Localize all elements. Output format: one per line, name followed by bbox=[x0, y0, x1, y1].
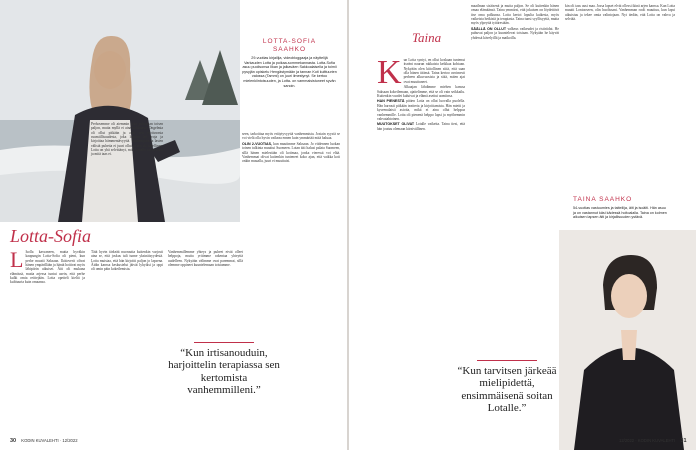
bio-taina bbox=[573, 196, 669, 220]
right-col-1-text: un Lotta syntyi, en ollut koskaan tuntenut itseäni naurun rakkaista keikkaa kohtaan. Nykyään olen kiitollinen siitä, että saan olla hänen äitinsä. Taina kertoo avoimesti perheen alkuvuosista ja siitä, miten ajat ovat muuttuneet. bbox=[403, 58, 465, 84]
right-col-2-text: maailman sisäisenä ja mutta paljon. Se oli kuitenkin hänen omaa elämäänsä. Taina ymmärsi, että jokaisen on löydettävä itse oma polkunsa. Lotta kertoi lopulta kaikesta, myös vaikeista hetkistä ja terapiasta. Taina tunsi syyllisyyttä, mutta myös ylpeyttä tyttärestään. bbox=[471, 4, 560, 26]
bio-taina-text: 54-vuotias vastuumies ja taiteilija, äiti ja isoäiti. Hän asuu ja on vastannut käsi kädessä hoitoalalla. Taina on kolmen aikuisen lapsen äiti ja kirjallisuuden ystävä. bbox=[573, 206, 667, 220]
right-col-3-text: kin oli taas uusi maa. Jossa lapset elvät ollessi ikinä arjen kanssa. Kun Lotta muutti Lontooseen, olin huolissani. Vanhemman rooli muuttuu, kun lapsi aikuistuu ja tekee omia valintojaan. Nyt tiedän, että Lotta on vahva ja selviää. bbox=[565, 4, 675, 22]
footer-right-text: 12/2022 · KODIN KUVALEHTI bbox=[619, 438, 676, 443]
bio-taina-name: TAINA SAAHKO bbox=[573, 196, 633, 203]
left-col-3 bbox=[168, 250, 243, 269]
right-col-2 bbox=[471, 4, 559, 41]
page-number-left: 30 bbox=[10, 438, 17, 444]
dropcap-right: K bbox=[377, 54, 402, 91]
bio-lotta-name: LOTTA-SOFIA SAAHKO bbox=[262, 38, 317, 53]
bio-lotta-sofia bbox=[242, 38, 337, 88]
right-col-1-bottom: pitäen Lotta on ollut luovalla puolella. Hän harrasti pitkään teatteria ja kirjoittamista. Hän mietti ja kyseenalaisti asioita, mikä ei aina ollut helppoa vanhemmille. Lotta oli pienenä helppo lapsi ja myöhemmin vahvatahtoinen. bbox=[377, 99, 466, 121]
pullquote-left: “Kun irtisanouduin, harjoittelin terapiassa sen kertomista vanhemmilleni.” bbox=[168, 342, 280, 397]
subheading-olin: OLIN 2-VUOTIAS, bbox=[242, 141, 273, 146]
portrait-art bbox=[559, 230, 696, 450]
footer-left bbox=[10, 438, 78, 444]
left-col-right-mid-text: kun muutimme Saksaan. Jo viidennen luokan toinen tulkinta muuttui Suomeen. Lotan äiti halusi palata Suomeen, sillä hänen mielestään oli kotimaa, jonka vieressä voi elää. Vanhemmat olivat kuitenkin tunteneet koko ajan, että vaikka koti onkin muualla, juuri ei muuttuisi. bbox=[242, 141, 340, 164]
page-number-right: 31 bbox=[680, 438, 687, 444]
right-col-2-bottom: valkeus vaikeudet ja ristiriidat. He puhuvat paljon ja kuuntelevat toisiaan. Nykyään he käyvät yhdessä kävelyillä ja matkoilla. bbox=[471, 26, 559, 40]
pullquote-right: “Kun tarvitsen järkeää mielipidettä, ensimmäisenä soitan Lotalle.” bbox=[457, 360, 557, 415]
left-col-1 bbox=[10, 247, 85, 286]
subheading-saalla: SÄÄLLÄ ON OLLUT bbox=[471, 26, 507, 31]
right-col-3 bbox=[565, 4, 675, 23]
right-col-1-end: Lotalle vaikeita. Taina tiesi, että hän joutuu olemaan kärsivällinen. bbox=[377, 122, 466, 131]
left-col-right-top bbox=[242, 132, 340, 165]
headline-lotta-sofia: Lotta-Sofia bbox=[10, 226, 92, 246]
footer-right bbox=[619, 438, 691, 444]
headline-taina: Taina bbox=[412, 30, 442, 45]
right-page bbox=[349, 0, 696, 450]
bio-lotta-text: 29-vuotias kirjailija, videobloggaaja ja näyttelijä Varkauden Lotta ja poikaa-sommekannasta. Lotta-Sofia asuu puolisonsa Ilkan ja jalkaväen Sakkoalaisella ja toimii pysyjän opiskelu Hengästymään ja tannan Koti kulttuurien valossa (Tammi) on juuri ilmestynyt. Se kertoo mielenkiintoisuuden, ja Lotta- on vammaisistuneet syvän sanoin. bbox=[242, 56, 337, 88]
subheading-muutokset: MUUTOKSET OLIVAT bbox=[377, 122, 415, 127]
seaside-photo bbox=[0, 0, 240, 222]
left-col-2b-text: Tätä hyvin tärkeää nuoruutta kuitenkin varjosti aina se, että joskus tuli tunne yksinäisyydestä. Lotta muistaa, että hän kirjoitti paljon jo lapsena. Äidin kanssa keskustelut jäivät lyhyiksi ja oppi oli omin päin kokeilemista. bbox=[91, 250, 163, 272]
subheading-han: HAN PIENESTÄ bbox=[377, 99, 405, 104]
dropcap-left: L bbox=[10, 247, 24, 272]
left-col-3-text: Vanhemmillemme yhteys ja puheet eivät olleet helppoja, mutta yritimme rakentaa yhteyttä uudelleen. Nykyään välimme ovat paremmat, sillä olemme oppineet kuuntelemaan toisiamme. bbox=[168, 250, 243, 268]
left-col-right-top-text: seen, tarkoittaa myös eriäytyvyyttä vanhemmista. Jostain syystä se voi vielä olla hyvin vaikeaa ennen kuin ymmärtää mitä haluaa. bbox=[242, 132, 340, 141]
footer-left-text: KODIN KUVALEHTI · 12/2022 bbox=[21, 438, 78, 443]
left-col-2b bbox=[91, 250, 163, 273]
left-col-1-text: Isolla kasvaneen, mutta hyväkin kaupungin Lotta-Sofia oli pieni, kun perhe muutti Saksaan. Ikätoverit olivat hänen ympärillään ja häntä hoitivat myös lähipiirin aikuiset. Äiti oli mukana elämässä, mutta arjessa tuntui usein, että perhe kulki omia reittejään. Lotta opetteli kieltä ja kulttuuria kuin omaansa. bbox=[10, 250, 85, 285]
left-page bbox=[0, 0, 347, 450]
left-col-2 bbox=[91, 122, 163, 158]
seaside-photo-art bbox=[0, 0, 240, 222]
right-col-1-mid: Alkuajan lähdimme miehen kanssa Saksaan kokeilemaan, ajattelimme, että se oli vain seikkailu. Kuitenkin vuodet kuluivat ja elämä asettui uomiinsa. bbox=[377, 85, 465, 98]
right-col-1 bbox=[377, 54, 466, 132]
taina-portrait-photo bbox=[559, 230, 696, 450]
left-col-2-top-text: Perhosemme oli aiemmin joka puhuttaan toisen paljon, mutta myllä ei aina kirkkaasti. Ongelmia oli ollut pitkään ja aina sen erottuvasta ruumiillisuudesta, joka lopulta loi eroja ja kirjoittaa hämmentävyyttä. Vanhempien ja lasten välistä puhetta ei juuri ollut ja ero oli todellinen. Lotta on yhä selvittänyt, mitä hänelle on hyväksi ja mitä taas ei. bbox=[91, 122, 163, 157]
